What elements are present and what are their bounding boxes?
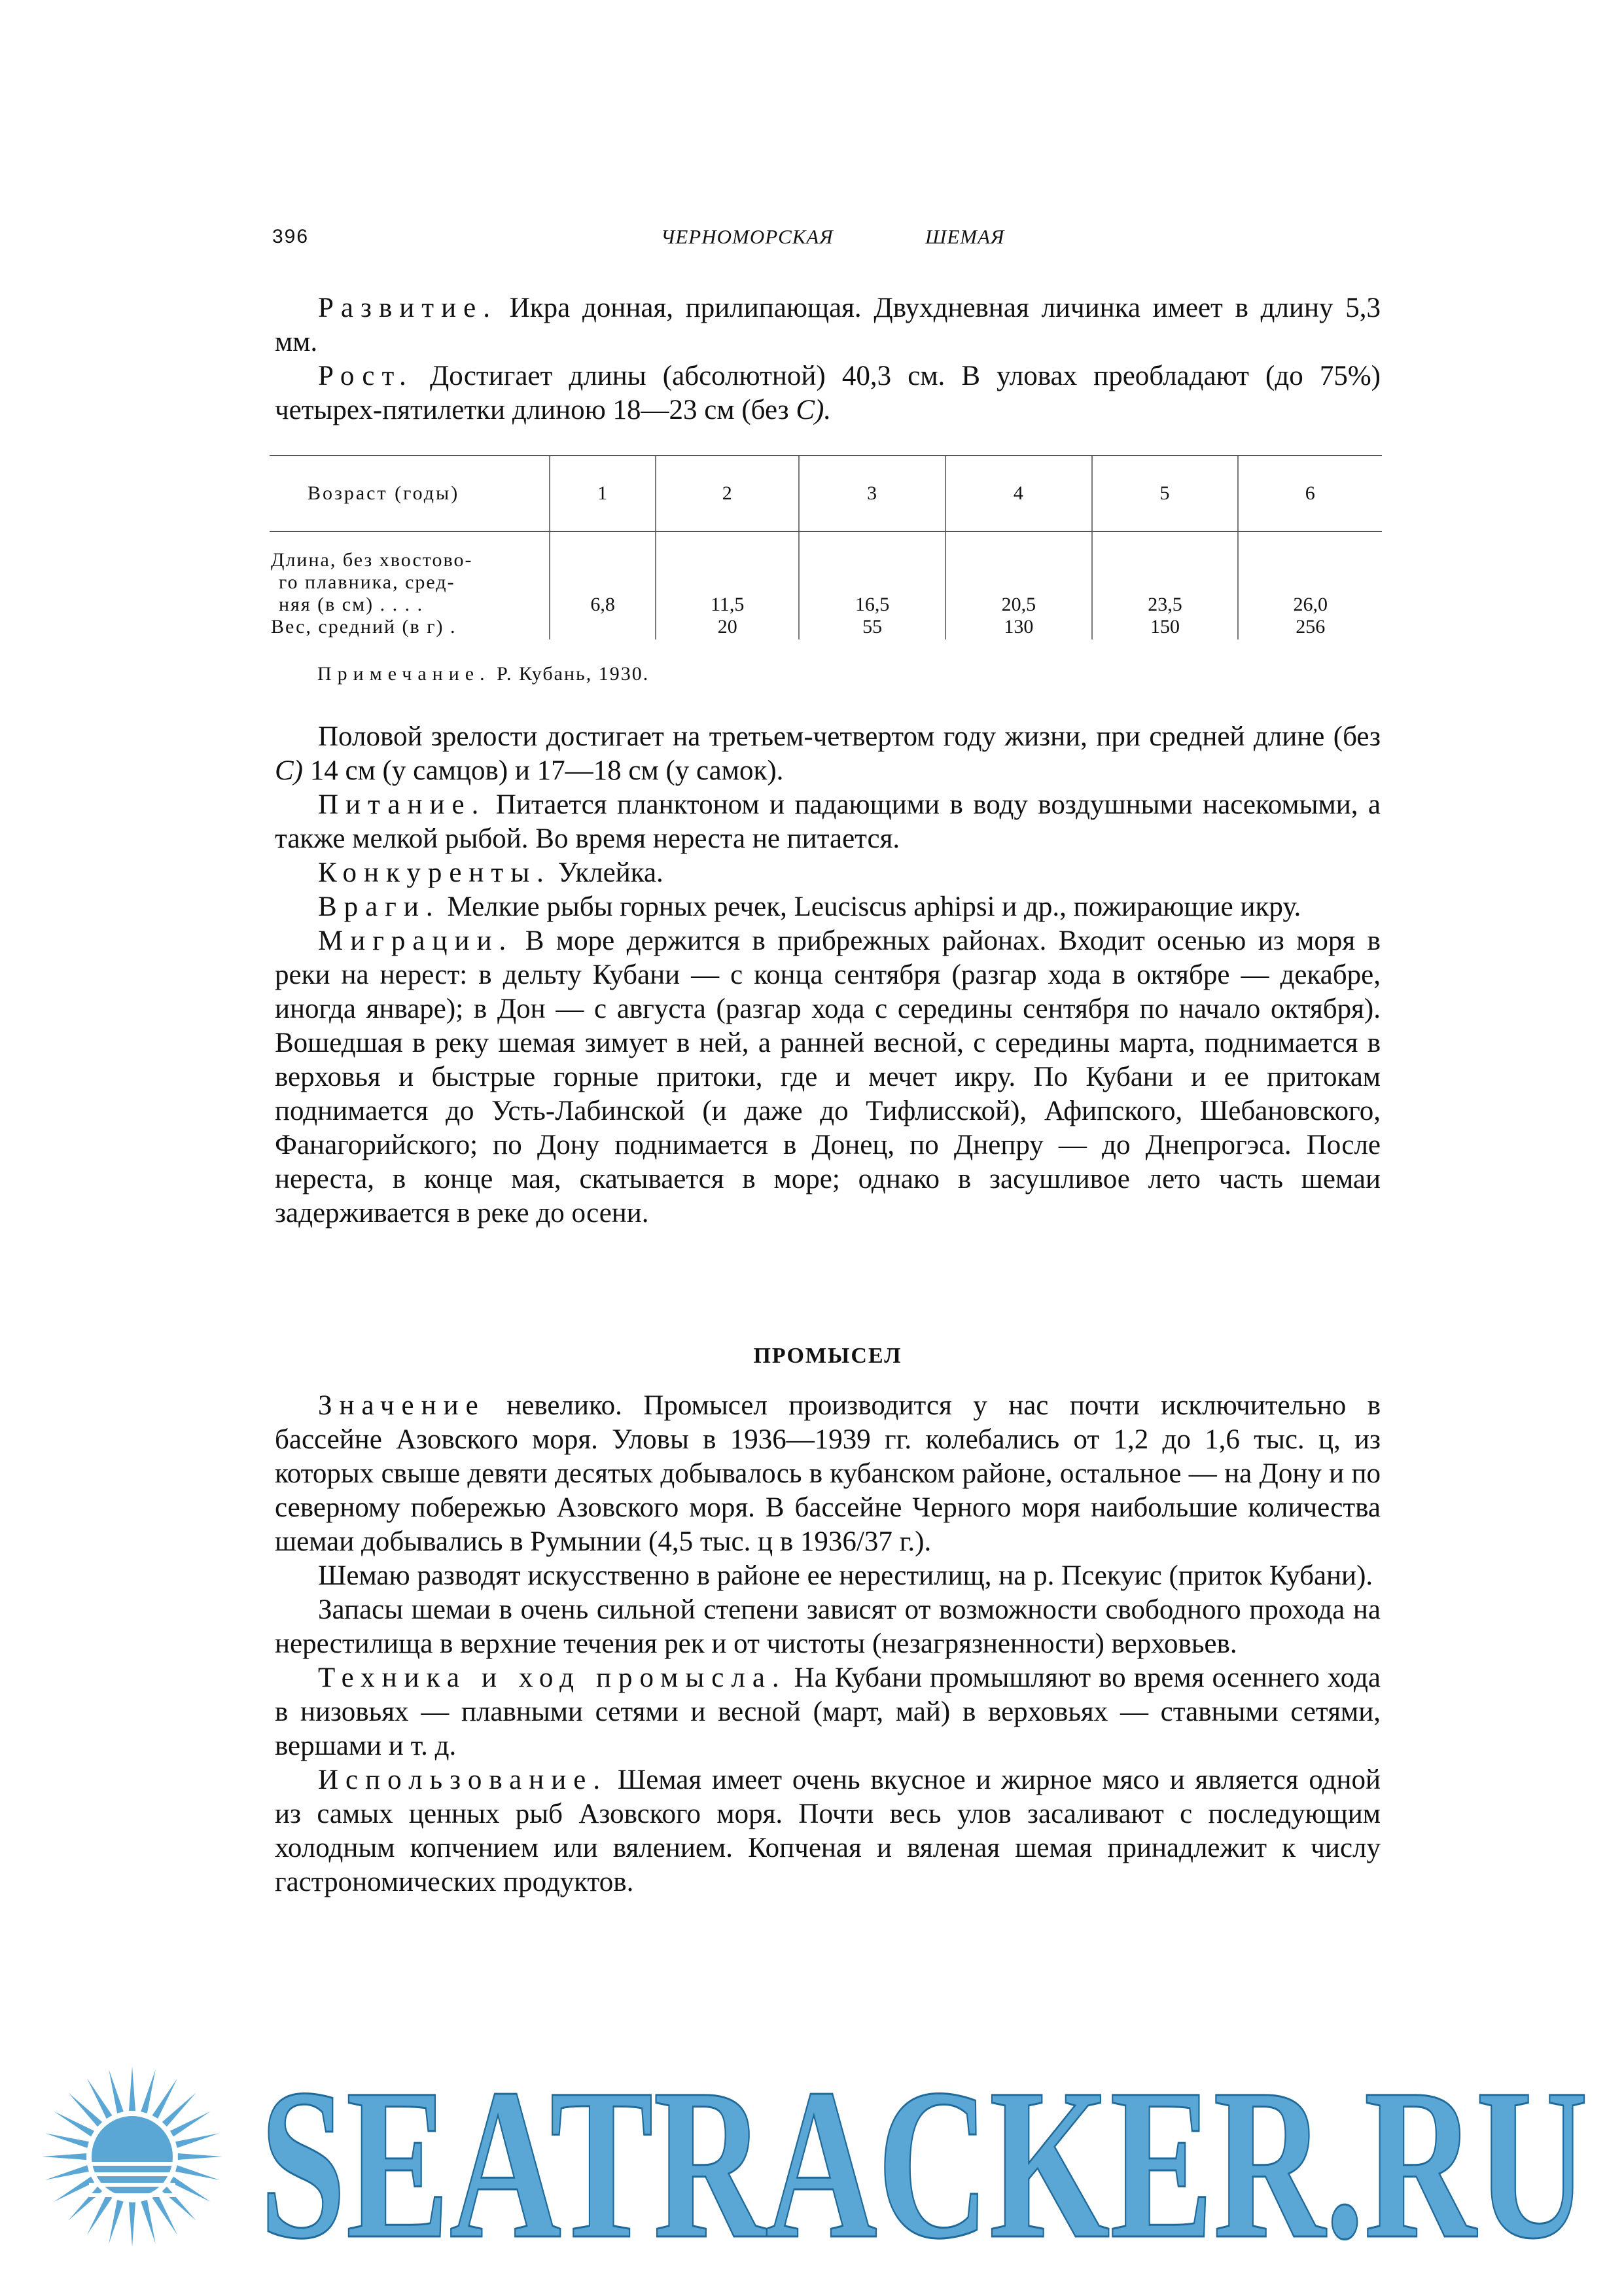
enemies-term: Враги. xyxy=(318,891,440,922)
length-label-line: го плавника, сред- xyxy=(279,571,455,593)
running-head-species: ШЕМАЯ xyxy=(925,225,1005,248)
sun-ray xyxy=(42,2153,86,2160)
length-value: 6,8 xyxy=(590,594,615,615)
usage-text: Шемая имеет очень вкусное и жирное мясо и является одной из самых ценных рыб Азовского моря. Почти весь улов засаливают с последующим холодным копчением или вялением. Копченая и вяленая шемая принадлежит к числу гастрономических продуктов. xyxy=(275,1765,1381,1897)
migrations-term: Миграции. xyxy=(318,925,514,956)
watermark-logo xyxy=(34,2065,1598,2248)
sun-ray xyxy=(45,2133,89,2148)
usage-paragraph xyxy=(275,1763,1381,1899)
age-col-2: 2 xyxy=(656,456,799,531)
age-col-1: 1 xyxy=(550,456,656,531)
maturity-paragraph xyxy=(275,720,1381,788)
length-value: 23,5 xyxy=(1148,594,1182,615)
technique-paragraph xyxy=(275,1661,1381,1763)
weight-value: 150 xyxy=(1150,616,1180,637)
migrations-paragraph xyxy=(275,924,1381,1230)
running-head-genus: ЧЕРНОМОРСКАЯ xyxy=(661,225,834,248)
section-heading: ПРОМЫСЕЛ xyxy=(753,1344,902,1368)
sun-ray xyxy=(109,2200,124,2244)
feeding-text: Питается планктоном и падающими в воду воздушными насекомыми, а также мелкой рыбой. Во время нереста не питается. xyxy=(275,789,1381,854)
sun-ray xyxy=(129,2202,135,2247)
feeding-paragraph xyxy=(275,788,1381,856)
significance-text: невелико. Промысел производится у нас почти исключительно в бассейне Азовского моря. Уловы в 1936—1939 гг. колебались от 1,2 до 1,6 тыс. ц, из которых свыше девяти десятых добывалось в кубанском районе, остальное — на Дону и по северному побережью Азовского моря. В бассейне Черного моря наибольшие количества шемаи добывались в Румынии (4,5 тыс. ц в 1936/37 г.). xyxy=(275,1390,1381,1557)
weight-value: 256 xyxy=(1296,616,1326,637)
table-cell xyxy=(1238,531,1382,639)
growth-caudal-abbrev: С). xyxy=(796,395,832,425)
biology-section xyxy=(275,720,1381,1230)
technique-text: На Кубани промышляют во время осеннего хода в низовьях — плавными сетями и весной (март, май) в верховьях — ставными сетями, вершами и т. д. xyxy=(275,1662,1381,1761)
table-note xyxy=(317,663,649,685)
maturity-text: Половой зрелости достигает на третьем-четвертом году жизни, при средней длине (без xyxy=(318,721,1381,752)
breeding-paragraph: Шемаю разводят искусственно в районе ее нерестилищ, на р. Псекуис (приток Кубани). xyxy=(318,1560,1373,1591)
age-col-5: 5 xyxy=(1092,456,1239,531)
competitors-term: Конкуренты. xyxy=(318,857,551,888)
length-label-line: няя (в см) . . . . xyxy=(279,594,424,615)
maturity-text-end: 14 см (у самцов) и 17—18 см (у самок). xyxy=(309,755,784,786)
fishery-section xyxy=(275,1389,1381,1899)
significance-paragraph xyxy=(275,1389,1381,1559)
sun-ray xyxy=(129,2066,135,2111)
age-header: Возраст (годы) xyxy=(270,456,550,531)
sun-ray xyxy=(45,2165,89,2180)
table-cell xyxy=(656,531,799,639)
technique-term: Техника и ход промысла. xyxy=(318,1662,786,1693)
length-value: 16,5 xyxy=(855,594,890,615)
migrations-text: В море держится в прибрежных районах. Входит осенью из моря в реки на нерест: в дельту Кубани — с конца сентября (разгар хода в октябре — декабре, иногда январе); в Дон — с августа (разгар хода с середины сентября по начало октября). Вошедшая в реку шемая зимует в ней, а ранней весной, с середины марта, поднимается в верховья и быстрые горные притоки, где и мечет икру. По Кубани и ее притокам поднимается до Усть-Лабинской (и даже до Тифлисской), Афипского, Шебановского, Фанагорийского; по Дону поднимается в Донец, по Днепру — до Днепрогэса. После нереста, в конце мая, скатывается в море; однако в засушливое лето часть шемаи задерживается в реке до осени. xyxy=(275,925,1381,1229)
table-row xyxy=(270,531,1382,639)
table-cell xyxy=(799,531,945,639)
age-growth-table xyxy=(270,455,1382,639)
watermark-text: SEATRACKER.RU xyxy=(260,2065,1588,2248)
maturity-caudal-abbrev: С) xyxy=(275,755,303,786)
note-term: Примечание. xyxy=(317,663,491,685)
sun-ray xyxy=(141,2200,156,2244)
length-label-line: Длина, без хвостово- xyxy=(271,549,473,571)
age-col-4: 4 xyxy=(945,456,1092,531)
usage-term: Использование. xyxy=(318,1765,608,1795)
competitors-text: Уклейка. xyxy=(557,857,663,888)
length-value: 20,5 xyxy=(1001,594,1036,615)
length-value: 26,0 xyxy=(1293,594,1328,615)
sun-ray xyxy=(141,2070,156,2113)
age-col-3: 3 xyxy=(799,456,945,531)
significance-term: Значение xyxy=(318,1390,485,1421)
sun-ray xyxy=(178,2153,222,2160)
weight-label: Вес, средний (в г) . xyxy=(271,616,457,637)
enemies-text-end: и др., пожирающие икру. xyxy=(1002,891,1301,922)
stocks-paragraph: Запасы шемаи в очень сильной степени зависят от возможности свободного прохода на нерестилища в верхние течения рек и от чистоты (незагрязненности) верховьев. xyxy=(275,1594,1381,1659)
sun-ray xyxy=(109,2070,124,2113)
competitors-paragraph xyxy=(275,856,1381,890)
sun-stripe xyxy=(89,2162,175,2166)
sun-stripe xyxy=(89,2183,175,2187)
note-text: Р. Кубань, 1930. xyxy=(497,663,650,685)
feeding-term: Питание. xyxy=(318,789,486,820)
development-paragraph xyxy=(275,291,1381,359)
table-cell xyxy=(945,531,1092,639)
weight-value: 20 xyxy=(717,616,737,637)
page-number: 396 xyxy=(272,226,309,247)
weight-value xyxy=(550,616,655,638)
table-cell xyxy=(1092,531,1239,639)
row-labels xyxy=(270,531,550,639)
growth-paragraph xyxy=(275,359,1381,427)
enemies-text: Мелкие рыбы горных речек, xyxy=(447,891,787,922)
table-cell xyxy=(550,531,656,639)
intro-section xyxy=(275,291,1381,427)
age-col-6: 6 xyxy=(1238,456,1382,531)
enemies-species: Leuciscus aphipsi xyxy=(794,891,995,922)
enemies-paragraph xyxy=(275,890,1381,924)
growth-term: Рост. xyxy=(318,361,414,391)
sun-ray xyxy=(175,2133,219,2148)
weight-value: 55 xyxy=(862,616,883,637)
length-value: 11,5 xyxy=(711,594,745,615)
weight-value: 130 xyxy=(1004,616,1034,637)
sun-stripe xyxy=(89,2193,175,2197)
development-term: Развитие. xyxy=(318,293,497,323)
sun-stripe xyxy=(89,2172,175,2176)
sun-icon xyxy=(42,2066,222,2247)
growth-text: Достигает длины (абсолютной) 40,3 см. В уловах преобладают (до 75%) четырех-пятилетки длиною 18—23 см (без xyxy=(275,361,1381,425)
table-header-row xyxy=(270,456,1382,531)
development-text: Икра донная, прилипающая. Двухдневная личинка имеет в длину 5,3 мм. xyxy=(275,293,1381,357)
sun-ray xyxy=(175,2165,219,2180)
